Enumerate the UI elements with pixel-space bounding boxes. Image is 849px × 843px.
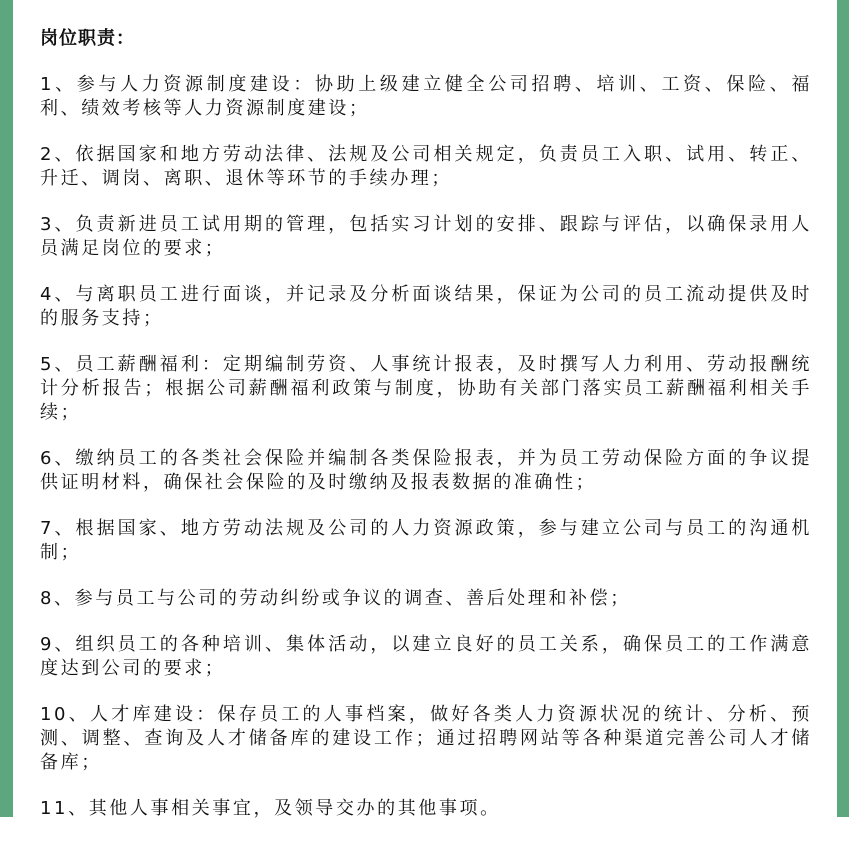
list-item: 10、人才库建设：保存员工的人事档案，做好各类人力资源状况的统计、分析、预测、调整、查询及人才储备库的建设工作；通过招聘网站等各种渠道完善公司人才储备库； [40, 704, 812, 773]
list-item: 2、依据国家和地方劳动法律、法规及公司相关规定，负责员工入职、试用、转正、升迁、调岗、离职、退休等环节的手续办理； [40, 144, 812, 189]
job-responsibilities-section [40, 27, 812, 843]
list-item: 11、其他人事相关事宜，及领导交办的其他事项。 [40, 798, 501, 819]
list-item: 4、与离职员工进行面谈，并记录及分析面谈结果，保证为公司的员工流动提供及时的服务支持； [40, 284, 812, 329]
list-item: 1、参与人力资源制度建设：协助上级建立健全公司招聘、培训、工资、保险、福利、绩效考核等人力资源制度建设； [40, 74, 812, 119]
left-border [0, 0, 13, 817]
list-item: 7、根据国家、地方劳动法规及公司的人力资源政策，参与建立公司与员工的沟通机制； [40, 518, 812, 563]
list-item: 9、组织员工的各种培训、集体活动，以建立良好的员工关系，确保员工的工作满意度达到公司的要求； [40, 634, 812, 679]
list-item: 3、负责新进员工试用期的管理，包括实习计划的安排、跟踪与评估，以确保录用人员满足岗位的要求； [40, 214, 812, 259]
right-border [837, 0, 849, 817]
list-item: 8、参与员工与公司的劳动纠纷或争议的调查、善后处理和补偿； [40, 588, 631, 609]
section-heading: 岗位职责： [40, 28, 135, 49]
list-item: 5、员工薪酬福利：定期编制劳资、人事统计报表，及时撰写人力利用、劳动报酬统计分析报告；根据公司薪酬福利政策与制度，协助有关部门落实员工薪酬福利相关手续； [40, 354, 812, 423]
list-item: 6、缴纳员工的各类社会保险并编制各类保险报表，并为员工劳动保险方面的争议提供证明材料，确保社会保险的及时缴纳及报表数据的准确性； [40, 448, 812, 493]
